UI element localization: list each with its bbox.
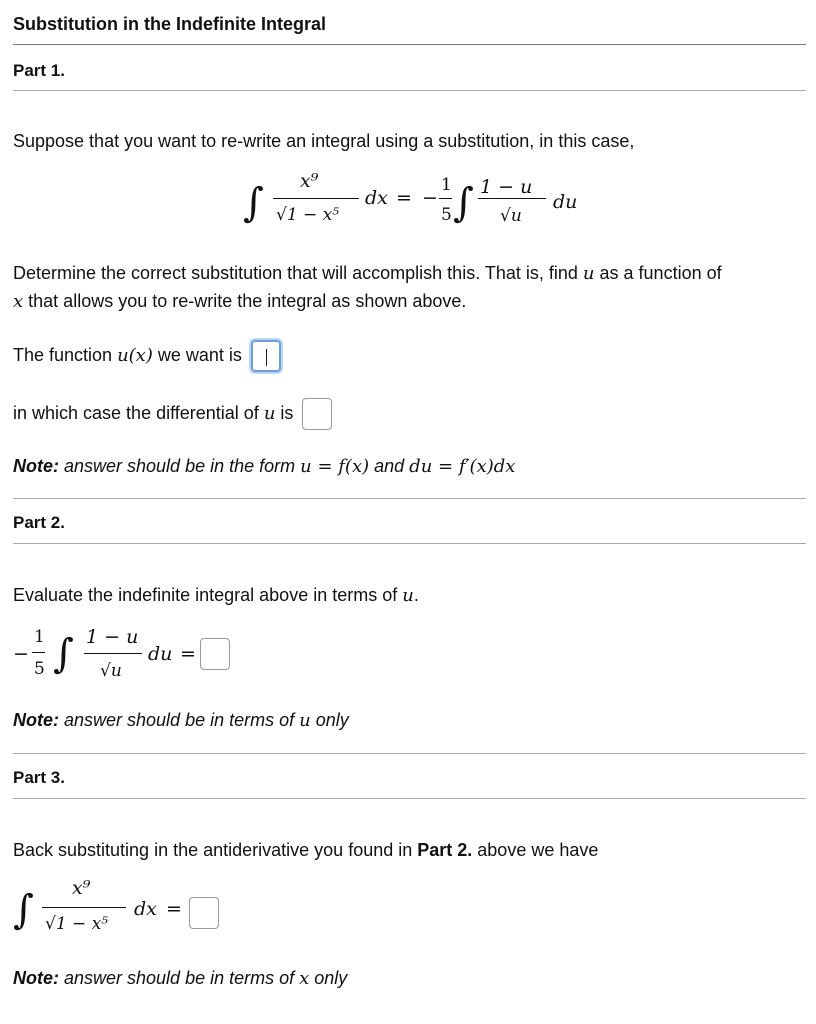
part3-label: Part 3. <box>13 768 65 787</box>
du-differential-input[interactable] <box>302 398 332 430</box>
coef-numerator: 1 <box>34 627 45 647</box>
rhs-denominator: √u <box>500 206 522 226</box>
coef-denominator: 5 <box>34 659 45 679</box>
part3-note: Note: answer should be in terms of x only <box>13 968 348 989</box>
part1-instruction-line1: Determine the correct substitution that will accomplish this. That is, find u as a function of <box>13 263 722 284</box>
part1-note: Note: answer should be in the form u = f(x) and du = f′(x)dx <box>13 456 516 477</box>
fraction-bar <box>84 653 142 654</box>
rhs-du: du <box>553 191 578 213</box>
divider <box>13 90 806 91</box>
part1-instruction-line2: x that allows you to re-write the integral as shown above. <box>13 291 467 312</box>
fraction-bar <box>478 198 546 199</box>
part2-label: Part 2. <box>13 513 65 532</box>
part1-label: Part 1. <box>13 61 65 80</box>
divider <box>13 498 806 499</box>
integral-sign: ∫ <box>453 180 474 226</box>
equals-sign: = <box>180 643 196 665</box>
rhs-numerator: 1 − u <box>480 176 533 198</box>
equals-sign: = <box>396 187 412 209</box>
part2-note: Note: answer should be in terms of u only <box>13 710 349 731</box>
part3-dx: dx <box>134 898 157 920</box>
part3-numerator: x⁹ <box>72 877 91 899</box>
divider <box>13 44 806 45</box>
lhs-denominator: √1 − x⁵ <box>276 205 340 225</box>
part2-answer-input[interactable] <box>200 638 230 670</box>
coef-numerator: 1 <box>441 175 452 195</box>
lhs-dx: dx <box>365 187 388 209</box>
fraction-bar <box>42 907 126 908</box>
divider <box>13 543 806 544</box>
part3-answer-input[interactable] <box>189 897 219 929</box>
differential-prompt: in which case the differential of u is <box>13 397 332 430</box>
fraction-bar <box>32 652 45 653</box>
minus-sign: − <box>422 187 438 209</box>
part2-numerator: 1 − u <box>86 626 139 648</box>
part2-du: du <box>148 643 173 665</box>
lhs-numerator: x⁹ <box>300 170 319 192</box>
minus-sign: − <box>13 643 29 665</box>
divider <box>13 798 806 799</box>
divider <box>13 753 806 754</box>
part2-denominator: √u <box>100 661 122 681</box>
part3-intro: Back substituting in the antiderivative you found in Part 2. above we have <box>13 840 599 860</box>
integral-sign: ∫ <box>13 887 34 933</box>
function-prompt: The function u(x) we want is <box>13 339 281 372</box>
fraction-bar <box>439 198 452 199</box>
page-title: Substitution in the Indefinite Integral <box>13 14 326 34</box>
equals-sign: = <box>166 898 182 920</box>
integral-sign: ∫ <box>243 180 264 226</box>
u-function-input[interactable] <box>251 340 281 372</box>
part1-intro: Suppose that you want to re-write an integral using a substitution, in this case, <box>13 131 635 151</box>
fraction-bar <box>273 198 359 199</box>
part2-intro: Evaluate the indefinite integral above in terms of u. <box>13 585 419 606</box>
integral-sign: ∫ <box>53 631 74 677</box>
part3-denominator: √1 − x⁵ <box>45 914 109 934</box>
coef-denominator: 5 <box>441 205 452 225</box>
